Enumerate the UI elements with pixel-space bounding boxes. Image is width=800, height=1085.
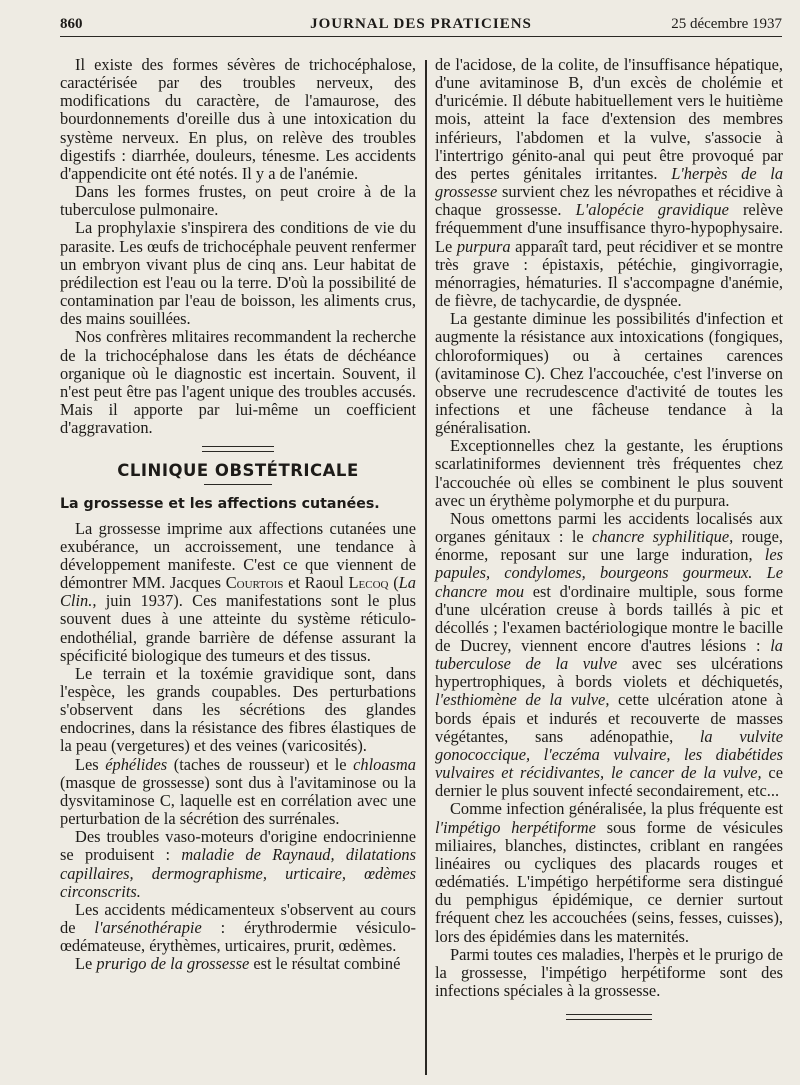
paragraph: Le prurigo de la grossesse est le résultat combiné	[75, 954, 401, 974]
paragraph: Nos confrères mlitaires recommandent la recherche de la trichocéphalose dans les états de déchéance organique où le diagnostic est incertain. Souvent, il n'est peut être pas l'agent unique des troubles accusés. Mais il apporte par lui-même un coefficient d'aggravation.	[60, 327, 416, 438]
section-title: CLINIQUE OBSTÉTRICALE	[117, 461, 359, 481]
paragraph: Dans les formes frustes, on peut croire à de la tuberculose pulmonaire.	[60, 182, 416, 220]
paragraph: Les éphélides (taches de rousseur) et le chloasma (masque de grossesse) sont dus à l'avitaminose ou la dysvitaminose C, laquelle est en corrélation avec une perturbation de la sécrétion des surrénales.	[60, 754, 416, 829]
author-name: Courtois	[225, 573, 284, 593]
issue-date: 25 décembre 1937	[671, 16, 782, 32]
article-title: La grossesse et les affections cutanées.	[60, 496, 380, 513]
paragraph: Comme infection généralisée, la plus fréquente est l'impétigo herpétiforme sous forme de vésicules miliaires, blanches, distinctes, criblant en rangées linéaires ou cycliques des placards rouges et œdématiés. L'impétigo herpétiforme sera distingué du pemphigus épidémique, ce dernier surtout fréquent chez les accouchées (seins, fesses, cuisses), lors des épidémies dans les maternités.	[435, 799, 783, 946]
paragraph: Les accidents médicamenteux s'observent au cours de l'arsénothérapie : érythrodermie vésiculo-œdémateuse, érythèmes, urticaires, prurit, œdèmes.	[60, 899, 416, 956]
paragraph: Exceptionnelles chez la gestante, les éruptions scarlatiniformes deviennent très fréquentes chez l'accouchée où elles se combinent le plus souvent avec un érythème polymorphe et du purpura.	[435, 436, 783, 510]
section-title-underline	[204, 484, 272, 485]
paragraph: La prophylaxie s'inspirera des conditions de vie du parasite. Les œufs de trichocéphale peuvent renfermer un embryon vivant plus de cinq ans. Leur habitat de prédilection est l'eau ou la terre. D'où la possibilité de contamination par l'eau de boisson, les aliments crus, des mains souillées.	[60, 218, 416, 329]
right-column	[435, 56, 783, 1020]
paragraph: La gestante diminue les possibilités d'infection et augmente la résistance aux intoxications (fongiques, chloroformiques) ou à certaines carences (avitaminose C). Chez l'accouchée, c'est l'inverse on observe une recrudescence d'activité de toutes les infections et une fâcheuse tendance à la généralisation.	[435, 309, 783, 438]
author-name: Lecoq	[348, 573, 389, 593]
page-number: 860	[60, 16, 83, 32]
end-separator	[566, 1014, 652, 1020]
paragraph: de l'acidose, de la colite, de l'insuffisance hépatique, d'une avitaminose B, d'un excès de cholémie et d'uricémie. Il débute habituellement vers le huitième mois, atteint la face d'extension des membres inférieurs, l'abdomen et la vulve, s'associe à l'intertrigo génito-anal qui peut être provoqué par des pertes génitales irritantes. L'herpès de la grossesse survient chez les névropathes et récidive à chaque grossesse. L'alopécie gravidique relève fréquemment d'une insuffisance thyro-hypophysaire. Le purpura apparaît tard, peut récidiver et se montre très grave : épistaxis, pétéchie, gingivorragie, ménorragies, hématuries. Il s'accompagne d'anémie, de fièvre, de tachycardie, de dyspnée.	[435, 55, 784, 311]
left-column	[60, 56, 416, 974]
journal-title: JOURNAL DES PRATICIENS	[310, 16, 532, 32]
paragraph: Parmi toutes ces maladies, l'herpès et le prurigo de la grossesse, l'impétigo herpétiforme sont des infections spéciales à la grossesse.	[435, 944, 783, 1000]
journal-reference: La Clin.,	[60, 573, 416, 611]
page-header	[60, 14, 782, 37]
paragraph: Nous omettons parmi les accidents localisés aux organes génitaux : le chancre syphilitique, rouge, énorme, reposant sur une large induration, les papules, condylomes, bourgeons gourmeux. Le chancre mou est d'ordinaire multiple, sous forme d'une ulcération creuse à bords taillés à pic et décollés ; l'examen bactériologique montre le bacille de Ducrey, viennent encore d'autres lésions : la tuberculose de la vulve avec ses ulcérations hypertrophiques, à bords violets et déchiquetés, l'esthiomène de la vulve, cette ulcération atone à bords épais et indurés et recouverte de masses végétantes, sans adénopathie, la vulvite gonococcique, l'eczéma vulvaire, les diabétides vulvaires et récidivantes, le cancer de la vulve, ce dernier le plus souvent infecté secondairement, etc...	[435, 508, 784, 801]
paragraph: Il existe des formes sévères de trichocéphalose, caractérisée par des troubles nerveux, des modifications du caractère, de l'amaurose, des bourdonnements d'oreille dus à une intoxication du système nerveux. En plus, on relève des troubles digestifs : diarrhée, douleurs, ténesme. Les accidents d'appendicite ont été notés. Il y a de l'anémie.	[60, 55, 416, 183]
paragraph: Le terrain et la toxémie gravidique sont, dans l'espèce, les grands coupables. Des perturbations s'observent dans les sécrétions des glandes endocrines, dans la résistance des fibres élastiques de la peau (vergetures) et des veines (varicosités).	[60, 663, 416, 756]
column-divider	[425, 60, 427, 1075]
paragraph: Des troubles vaso-moteurs d'origine endocrinienne se produisent : maladie de Raynaud, dilatations capillaires, dermographisme, urticaire, œdèmes circonscrits.	[60, 827, 416, 901]
paragraph: La grossesse imprime aux affections cutanées une exubérance, un accroissement, une tendance à développement manifeste. C'est ce que viennent de démontrer MM. Jacques Courtois et Raoul Lecoq (La Clin., juin 1937). Ces manifestations sont le plus souvent dues à une atteinte du système réticulo-endothélial, grande barrière de défense assurant la spécificité biologique des tumeurs et des tissus.	[60, 518, 416, 665]
section-separator	[202, 446, 274, 452]
